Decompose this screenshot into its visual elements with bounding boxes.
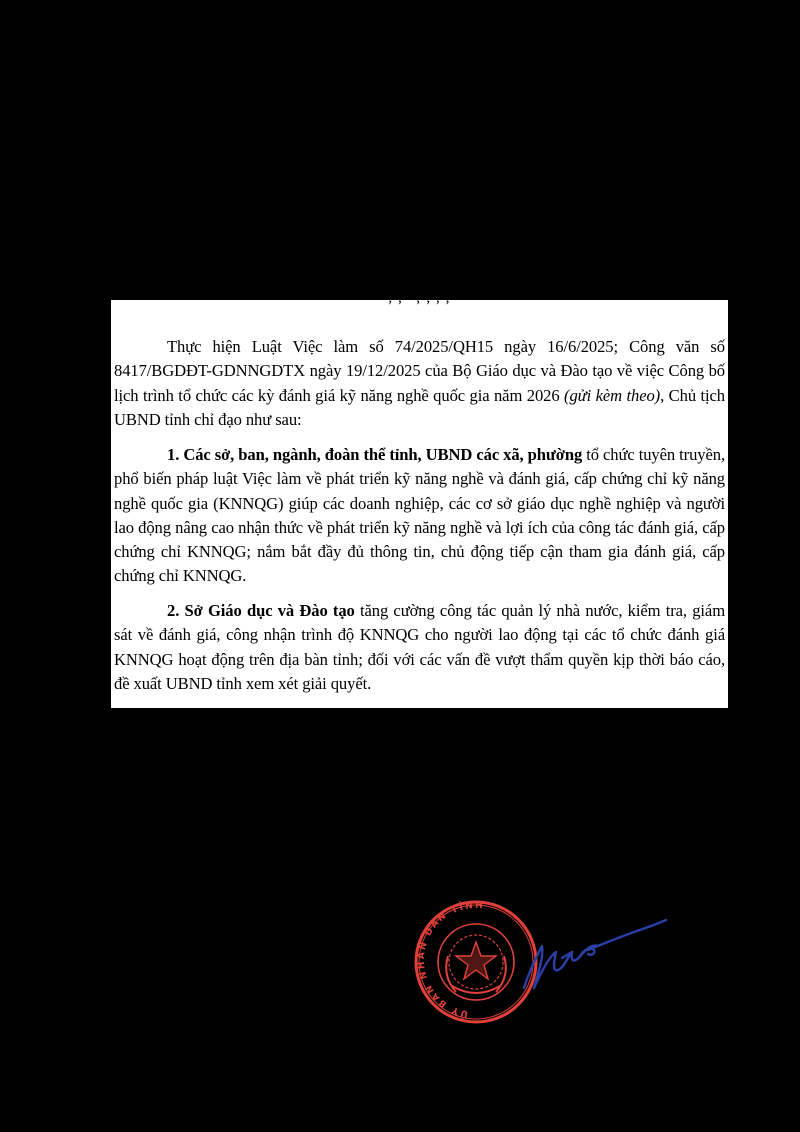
cut-off-heading-line: , ; ' ; ; , ; — [388, 290, 451, 306]
intro-text-end: , Chủ tịch UBND tỉnh chỉ đạo như sau: — [114, 385, 725, 429]
item-2-text: tăng cường công tác quản lý nhà nước, kiểm tra, giám sát về đánh giá, công nhận trình độ KNNQG cho người lao động tại các tổ chức đánh giá KNNQG hoạt động trên địa bàn tỉnh; đối với các vấn đề vượt thẩm quyền kịp thời báo cáo, đề xuất UBND tỉnh xem xét giải quyết. — [114, 601, 726, 693]
item-1-heading: 1. Các sở, ban, ngành, đoàn thể tỉnh, UBND các xã, phường — [167, 445, 583, 464]
item-1-paragraph — [114, 443, 725, 589]
item-1-text: tổ chức tuyên truyền, phổ biến pháp luật Việc làm về phát triển kỹ năng nghề và đánh giá, cấp chứng chỉ kỹ năng nghề quốc gia (KNNQG) giúp các doanh nghiệp, các cơ sở giáo dục nghề nghiệp và người lao động nâng cao nhận thức về phát triển kỹ năng nghề và lợi ích của công tác đánh giá, cấp chứng chỉ KNNQG; nắm bắt đầy đủ thông tin, chủ động tiếp cận tham gia đánh giá, cấp chứng chỉ KNNQG. — [114, 445, 725, 586]
intro-paragraph — [114, 335, 725, 432]
seal-and-signature — [412, 896, 672, 1036]
svg-text:ỦY BAN NHÂN DÂN TỈNH: ỦY BAN NHÂN DÂN TỈNH — [416, 900, 486, 1019]
item-2-heading: 2. Sở Giáo dục và Đào tạo — [167, 601, 355, 620]
item-2-paragraph — [114, 599, 725, 696]
intro-text: Thực hiện Luật Việc làm số 74/2025/QH15 ngày 16/6/2025; Công văn số 8417/BGDĐT-GDNNGDTX ngày 19/12/2025 của Bộ Giáo dục và Đào tạo về việc Công bố lịch trình tổ chức các kỳ đánh giá kỹ năng nghề quốc gia năm 2026 — [114, 337, 725, 405]
official-seal-icon — [412, 896, 672, 1036]
document-text-panel — [111, 290, 728, 708]
intro-attachment-note: (gửi kèm theo) — [564, 385, 661, 405]
